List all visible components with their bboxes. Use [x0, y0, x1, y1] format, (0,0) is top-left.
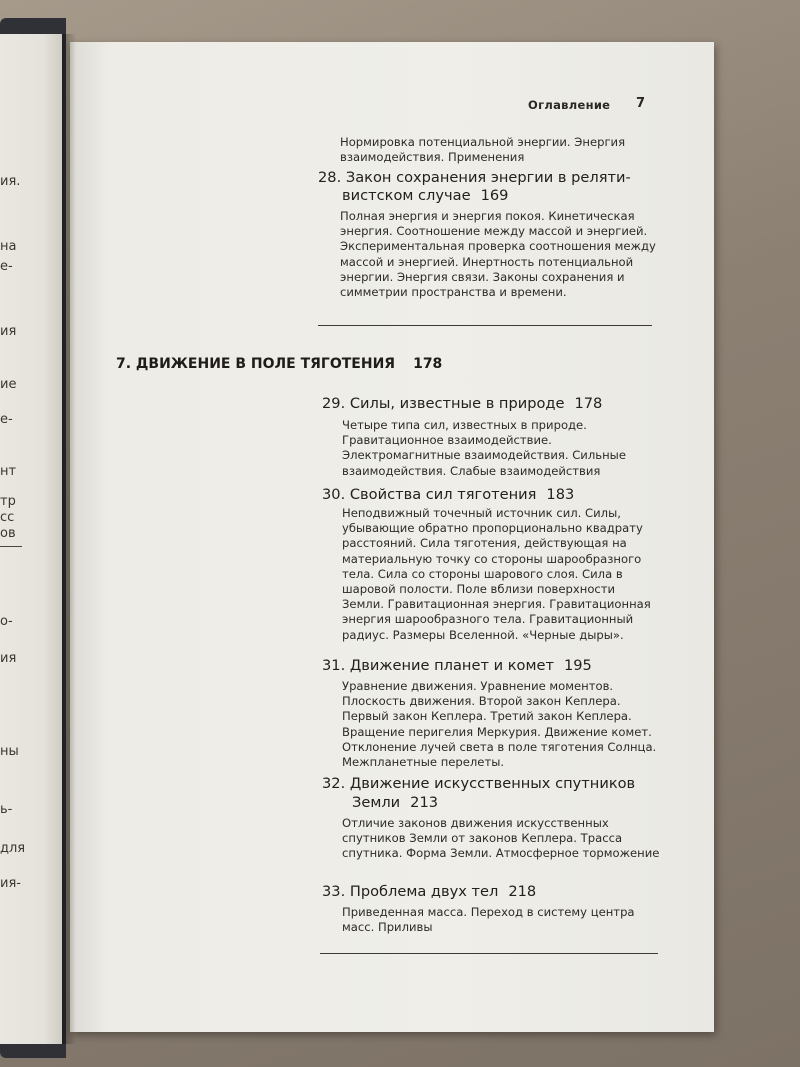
section-30-title: [322, 485, 662, 505]
page-number: 7: [636, 96, 646, 111]
left-page-fragment: ь-: [0, 802, 13, 817]
section-number: 30.: [322, 486, 346, 503]
section-28-summary: Полная энергия и энергия покоя. Кинетическая энергия. Соотношение между массой и энергией. Экспериментальная проверка соотношения между массой и энергией. Инертность потенциальной энергии. Энергия связи. Законы сохранения и симметрии пространства и времени.: [340, 209, 656, 300]
section-30-summary: Неподвижный точечный источник сил. Силы, убывающие обратно пропорционально квадрату расстояний. Сила тяготения, действующая на материальную точку со стороны шарообразного тела. Сила со стороны шарового слоя. Сила в шаровой полости. Поле вблизи поверхности Земли. Гравитационная энергия. Гравитационная энергия шарообразного тела. Гравитационный радиус. Размеры Вселенной. «Черные дыры».: [342, 506, 651, 642]
section-29-summary: Четыре типа сил, известных в природе. Гравитационное взаимодействие. Электромагнитные взаимодействия. Сильные взаимодействия. Слабые взаимодействия: [342, 418, 626, 478]
section-divider: [318, 325, 652, 326]
section-title: Движение планет и комет: [349, 657, 554, 674]
chapter-title: 7. ДВИЖЕНИЕ В ПОЛЕ ТЯГОТЕНИЯ: [116, 356, 396, 372]
section-number: 32.: [322, 775, 346, 792]
section-31-summary: Уравнение движения. Уравнение моментов. Плоскость движения. Второй закон Кеплера. Первый закон Кеплера. Третий закон Кеплера. Вращение перигелия Меркурия. Движение комет. Отклонение лучей света в поле тяготения Солнца. Межпланетные перелеты.: [342, 679, 657, 770]
left-page-fragment: ие: [0, 377, 17, 392]
section-title-line1: Закон сохранения энергии в реляти-: [345, 169, 631, 186]
section-29-title: [322, 394, 662, 414]
left-page-fragment: ия.: [0, 174, 21, 189]
running-head: Оглавление: [528, 98, 611, 112]
gutter-shadow: [62, 34, 76, 1044]
section-title: Проблема двух тел: [349, 883, 499, 900]
section-28-title: [318, 168, 658, 188]
section-number: 33.: [322, 883, 346, 900]
section-page: 218: [508, 883, 537, 900]
section-28-title-cont: [342, 186, 662, 206]
left-page-fragment: сс: [0, 510, 15, 525]
left-page-fragment: ия: [0, 651, 17, 666]
continuation-summary: Нормировка потенциальной энергии. Энергия взаимодействия. Применения: [340, 135, 626, 165]
section-page: 213: [410, 794, 439, 811]
section-32-title-cont: [352, 793, 652, 813]
section-title-line1: Движение искусственных спутников: [349, 775, 636, 792]
left-page-fragment: е-: [0, 259, 13, 274]
section-33-summary: Приведенная масса. Переход в систему центра масс. Приливы: [342, 905, 635, 935]
section-32-title: [322, 774, 667, 794]
left-page-fragment: тр: [0, 494, 16, 509]
section-number: 31.: [322, 657, 346, 674]
left-page-fragment: о-: [0, 614, 13, 629]
left-page-fragment: е-: [0, 412, 13, 427]
left-page-fragment: ия-: [0, 876, 21, 891]
section-title: Свойства сил тяготения: [349, 486, 537, 503]
chapter-7-heading: [116, 356, 442, 372]
left-page: [0, 34, 62, 1044]
section-number: 29.: [322, 395, 346, 412]
left-page-fragment: ны: [0, 744, 19, 759]
section-title: Силы, известные в природе: [349, 395, 565, 412]
section-page: 169: [480, 187, 509, 204]
section-33-title: [322, 882, 662, 902]
left-page-fragment: для: [0, 841, 26, 856]
left-page-fragment: нт: [0, 464, 17, 479]
left-page-fragment: ия: [0, 324, 17, 339]
section-page: 183: [546, 486, 575, 503]
section-page: 178: [574, 395, 603, 412]
left-page-fragment: ов: [0, 526, 16, 541]
section-32-summary: Отличие законов движения искусственных спутников Земли от законов Кеплера. Трасса спутника. Форма Земли. Атмосферное торможение: [342, 816, 660, 861]
section-title-line2: вистском случае: [342, 187, 471, 204]
left-page-fragment: на: [0, 239, 17, 254]
left-page-rule: [0, 546, 22, 547]
section-31-title: [322, 656, 662, 676]
section-page: 195: [563, 657, 592, 674]
section-title-line2: Земли: [352, 794, 401, 811]
chapter-page: 178: [413, 356, 443, 372]
section-number: 28.: [318, 169, 342, 186]
section-divider: [320, 953, 658, 954]
